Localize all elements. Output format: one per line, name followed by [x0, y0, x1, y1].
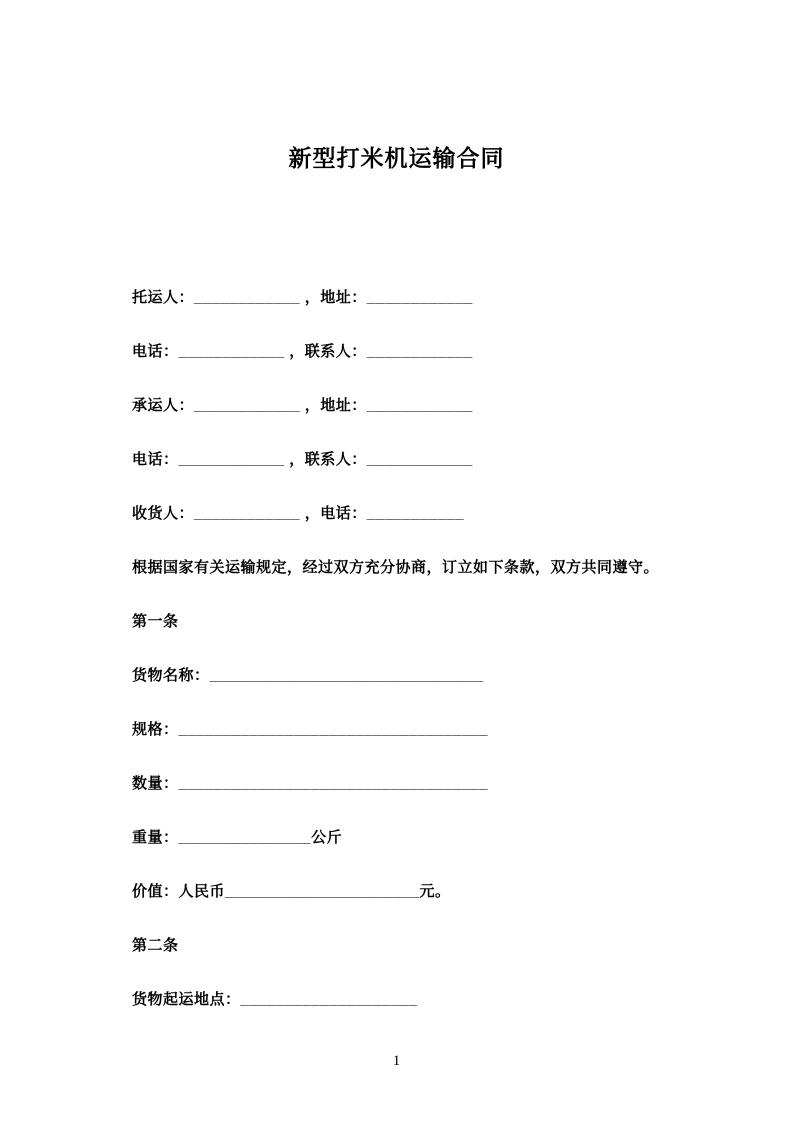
value-line: 价值：人民币______________________元。 [132, 883, 451, 900]
consignee-line: 收货人：____________ ，电话：___________ [132, 505, 465, 522]
goods-name-line: 货物名称：_______________________________ [132, 667, 484, 684]
carrier-line: 承运人：____________ ，地址：____________ [132, 397, 473, 414]
article-1-heading: 第一条 [132, 613, 179, 630]
article-2-heading: 第二条 [132, 937, 179, 954]
preamble-paragraph: 根据国家有关运输规定，经过双方充分协商，订立如下条款，双方共同遵守。 [132, 559, 660, 576]
page-title: 新型打米机运输合同 [288, 145, 505, 171]
contract-body [0, 174, 793, 1010]
quantity-line: 数量：___________________________________ [132, 775, 488, 792]
origin-line: 货物起运地点：____________________ [132, 991, 418, 1008]
page-number: 1 [392, 1053, 401, 1069]
spec-line: 规格：___________________________________ [132, 721, 488, 738]
shipper-phone-contact-line: 电话：____________ ，联系人：____________ [132, 343, 473, 360]
weight-line: 重量：_______________公斤 [132, 829, 343, 846]
shipper-line: 托运人：____________ ，地址：____________ [132, 289, 473, 306]
carrier-phone-contact-line: 电话：____________ ，联系人：____________ [132, 451, 473, 468]
